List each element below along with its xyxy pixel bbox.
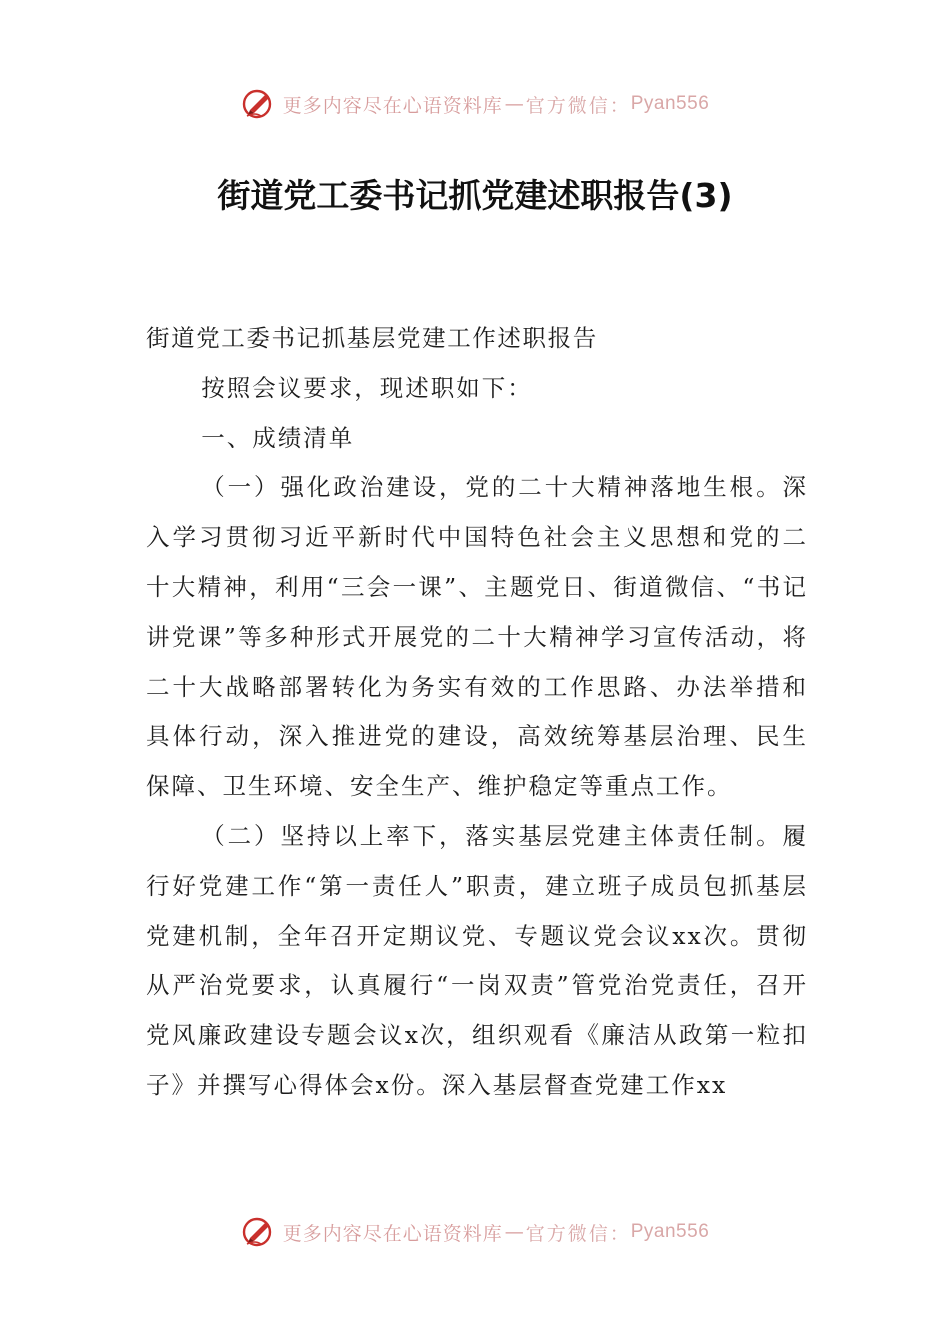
paragraph-political-building: （一）强化政治建设，党的二十大精神落地生根。深入学习贯彻习近平新时代中国特色社会主义思想和党的二十大精神，利用“三会一课”、主题党日、街道微信、“书记讲党课”等多种形式开展党的二十大精神学习宣传活动，将二十大战略部署转化为务实有效的工作思路、办法举措和具体行动，深入推进党的建设，高效统筹基层治理、民生保障、卫生环境、安全生产、维护稳定等重点工作。 bbox=[146, 473, 808, 801]
section-heading: 一、成绩清单 bbox=[201, 423, 355, 452]
watermark-header bbox=[0, 84, 950, 124]
document-subtitle: 街道党工委书记抓基层党建工作述职报告 bbox=[146, 324, 598, 352]
watermark-main-text: 更多内容尽在心语资料库 bbox=[282, 1222, 503, 1245]
watermark-footer bbox=[0, 1212, 950, 1252]
watermark-main-text: 更多内容尽在心语资料库 bbox=[282, 94, 503, 117]
watermark-dash: — bbox=[504, 93, 524, 115]
watermark-wechat-id: Pyan556 bbox=[630, 1221, 710, 1242]
pen-logo-icon bbox=[241, 1214, 277, 1250]
watermark-sub-text: 官方微信： bbox=[525, 94, 631, 117]
watermark-dash: — bbox=[504, 1221, 524, 1243]
paragraph-responsibility: （二）坚持以上率下，落实基层党建主体责任制。履行好党建工作“第一责任人”职责，建立班子成员包抓基层党建机制，全年召开定期议党、专题议党会议xx次。贯彻从严治党要求，认真履行“一岗双责”管党治党责任，召开党风廉政建设专题会议x次，组织观看《廉洁从政第一粒扣子》并撰写心得体会x份。深入基层督查党建工作xx bbox=[146, 821, 808, 1099]
watermark-sub-text: 官方微信： bbox=[525, 1222, 631, 1245]
watermark-wechat-id: Pyan556 bbox=[630, 93, 710, 114]
document-body bbox=[146, 314, 808, 1111]
document-title: 街道党工委书记抓党建述职报告(3) bbox=[217, 176, 733, 215]
paragraph-intro: 按照会议要求，现述职如下： bbox=[201, 373, 533, 402]
pen-logo-icon bbox=[241, 86, 277, 122]
